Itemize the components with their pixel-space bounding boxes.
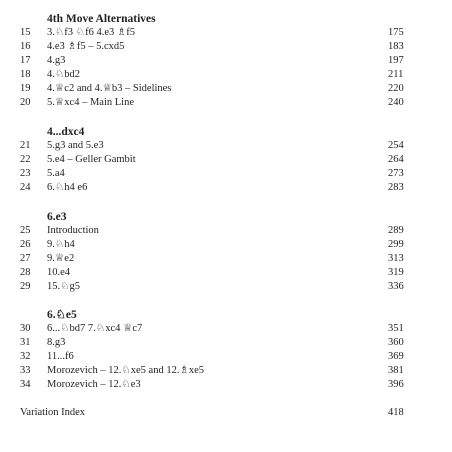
chapter-title: 6.♘h4 e6 — [47, 182, 88, 193]
chapter-title: 11...f6 — [47, 351, 74, 362]
chapter-number: 30 — [20, 323, 31, 334]
chapter-page: 313 — [388, 253, 404, 264]
toc-entry[interactable] — [0, 364, 452, 378]
chapter-page: 289 — [388, 225, 404, 236]
chapter-number: 17 — [20, 55, 31, 66]
toc-entry[interactable] — [0, 82, 452, 96]
toc-entry[interactable] — [0, 167, 452, 181]
chapter-number: 34 — [20, 379, 31, 390]
chapter-page: 360 — [388, 337, 404, 348]
toc-entry[interactable] — [0, 266, 452, 280]
toc-entry[interactable] — [0, 96, 452, 110]
toc-entry[interactable] — [0, 280, 452, 294]
chapter-title: 9.♕e2 — [47, 253, 75, 264]
toc-entry[interactable] — [0, 378, 452, 392]
chapter-page: 319 — [388, 267, 404, 278]
chapter-page: 351 — [388, 323, 404, 334]
chapter-title: 15.♘g5 — [47, 281, 81, 292]
chapter-title: Morozevich – 12.♘xe5 and 12.♗xe5 — [47, 365, 205, 376]
chapter-number: 19 — [20, 83, 31, 94]
section-title: 6.♘e5 — [47, 309, 77, 321]
chapter-number: 33 — [20, 365, 31, 376]
chapter-page: 197 — [388, 55, 404, 66]
chapter-number: 27 — [20, 253, 31, 264]
chapter-page: 264 — [388, 154, 404, 165]
chapter-page: 299 — [388, 239, 404, 250]
chapter-page: 283 — [388, 182, 404, 193]
chapter-number: 24 — [20, 182, 31, 193]
chapter-number: 16 — [20, 41, 31, 52]
chapter-page: 175 — [388, 27, 404, 38]
chapter-number: 28 — [20, 267, 31, 278]
chapter-title: 6...♘bd7 7.♘xc4 ♕c7 — [47, 323, 143, 334]
toc-entry[interactable] — [0, 336, 452, 350]
index-label: Variation Index — [20, 407, 86, 418]
toc-entry[interactable] — [0, 153, 452, 167]
chapter-title: 5.a4 — [47, 168, 65, 179]
section-title: 4...dxc4 — [47, 126, 85, 138]
chapter-number: 25 — [20, 225, 31, 236]
chapter-number: 29 — [20, 281, 31, 292]
toc-entry[interactable] — [0, 68, 452, 82]
chapter-title: 4.♘bd2 — [47, 69, 81, 80]
chapter-title: 4.e3 ♗f5 – 5.cxd5 — [47, 41, 125, 52]
toc-entry[interactable] — [0, 139, 452, 153]
chapter-number: 21 — [20, 140, 31, 151]
toc-entry[interactable] — [0, 224, 452, 238]
chapter-page: 381 — [388, 365, 404, 376]
toc-entry[interactable] — [0, 26, 452, 40]
toc-entry[interactable] — [0, 350, 452, 364]
chapter-page: 183 — [388, 41, 404, 52]
chapter-title: Introduction — [47, 225, 99, 236]
toc-entry[interactable] — [0, 322, 452, 336]
chapter-number: 20 — [20, 97, 31, 108]
variation-index-entry[interactable] — [0, 406, 452, 420]
chapter-page: 396 — [388, 379, 404, 390]
chapter-page: 273 — [388, 168, 404, 179]
chapter-title: 5.♕xc4 – Main Line — [47, 97, 134, 108]
chapter-title: 5.g3 and 5.e3 — [47, 140, 104, 151]
section-title: 4th Move Alternatives — [47, 13, 156, 25]
chapter-title: Morozevich – 12.♘e3 — [47, 379, 141, 390]
chapter-page: 369 — [388, 351, 404, 362]
chapter-number: 15 — [20, 27, 31, 38]
chapter-number: 32 — [20, 351, 31, 362]
chapter-number: 18 — [20, 69, 31, 80]
chapter-number: 22 — [20, 154, 31, 165]
chapter-number: 26 — [20, 239, 31, 250]
chapter-number: 31 — [20, 337, 31, 348]
chapter-page: 211 — [388, 69, 404, 80]
index-page: 418 — [388, 407, 404, 418]
chapter-title: 4.♕c2 and 4.♕b3 – Sidelines — [47, 83, 172, 94]
chapter-page: 254 — [388, 140, 404, 151]
toc-entry[interactable] — [0, 252, 452, 266]
chapter-title: 5.e4 – Geller Gambit — [47, 154, 136, 165]
chapter-page: 240 — [388, 97, 404, 108]
chapter-page: 336 — [388, 281, 404, 292]
chapter-title: 8.g3 — [47, 337, 66, 348]
chapter-title: 4.g3 — [47, 55, 66, 66]
toc-entry[interactable] — [0, 238, 452, 252]
chapter-page: 220 — [388, 83, 404, 94]
section-title: 6.e3 — [47, 211, 67, 223]
toc-entry[interactable] — [0, 54, 452, 68]
toc-entry[interactable] — [0, 40, 452, 54]
chapter-title: 9.♘h4 — [47, 239, 75, 250]
toc-entry[interactable] — [0, 181, 452, 195]
chapter-title: 3.♘f3 ♘f6 4.e3 ♗f5 — [47, 27, 136, 38]
chapter-title: 10.e4 — [47, 267, 71, 278]
chapter-number: 23 — [20, 168, 31, 179]
